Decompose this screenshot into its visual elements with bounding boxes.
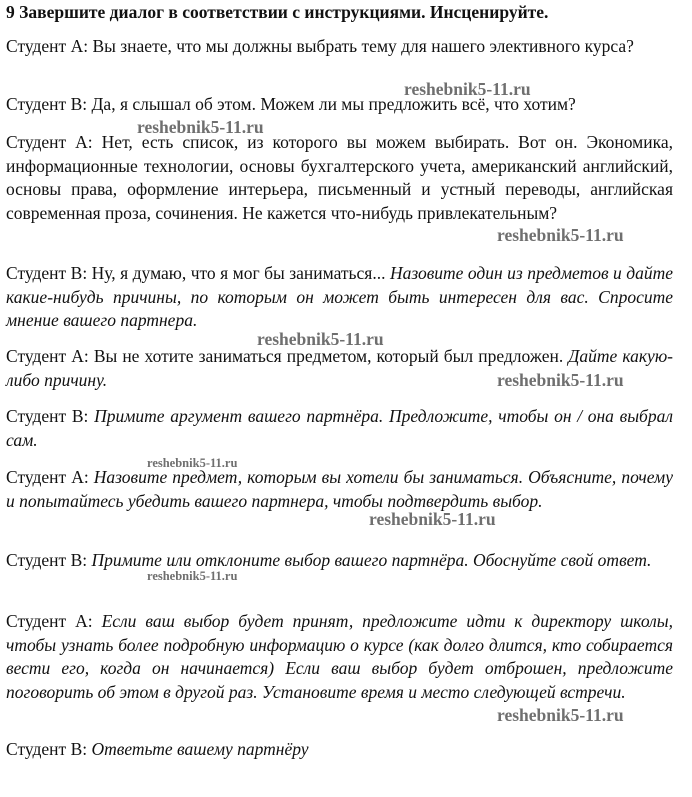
watermark: reshebnik5-11.ru <box>147 456 238 470</box>
watermark: reshebnik5-11.ru <box>404 79 531 99</box>
dialogue-line-9 <box>6 610 673 704</box>
speaker-label: Студент B: <box>6 550 88 570</box>
watermark: reshebnik5-11.ru <box>257 329 384 349</box>
speaker-label: Студент B: <box>6 94 88 114</box>
watermark: reshebnik5-11.ru <box>497 370 624 390</box>
dialogue-line-4 <box>6 262 673 333</box>
dialogue-line-10 <box>6 738 673 762</box>
instruction-text: Дайте какую-либо причину. <box>6 346 673 390</box>
instruction-text: Если ваш выбор будет принят, предложите идти к директору школы, чтобы узнать более подробную информацию о курсе (как долго длится, кто собирается вести его, когда он начинается) Если ваш выбор будет отброшен, предложите поговорить об этом в другой раз. Установите время и место следующей встречи. <box>6 611 673 702</box>
dialogue-line-7 <box>6 466 673 513</box>
line-text: Вы не хотите заниматься предметом, который был предложен. <box>93 346 564 366</box>
speaker-label: Студент A: <box>6 611 93 631</box>
speaker-label: Студент A: <box>6 346 89 366</box>
dialogue-line-6 <box>6 405 673 452</box>
line-text: Да, я слышал об этом. Можем ли мы предложить всё, что хотим? <box>91 94 576 114</box>
dialogue-line-1 <box>6 35 673 59</box>
speaker-label: Студент B: <box>6 263 88 283</box>
watermark: reshebnik5-11.ru <box>497 705 624 725</box>
line-text: Ну, я думаю, что я мог бы заниматься... <box>91 263 386 283</box>
watermark: reshebnik5-11.ru <box>369 509 496 529</box>
instruction-text: Назовите один из предметов и дайте какие-нибудь причины, по которым он может быть интересен для вас. Спросите мнение вашего партнера. <box>6 263 674 330</box>
line-text: Нет, есть список, из которого вы можем выбирать. Вот он. Экономика, информационные технологии, основы бухгалтерского учета, американский английский, основы права, оформление интерьера, письменный и устный переводы, английская современная проза, сочинения. Не кажется что-нибудь привлекательным? <box>6 132 673 223</box>
speaker-label: Студент A: <box>6 36 89 56</box>
instruction-text: Примите или отклоните выбор вашего партнёра. Обоснуйте свой ответ. <box>91 550 652 570</box>
speaker-label: Студент B: <box>6 739 88 759</box>
watermark: reshebnik5-11.ru <box>147 569 238 583</box>
dialogue-line-8 <box>6 549 673 573</box>
speaker-label: Студент A: <box>6 467 89 487</box>
exercise-heading: 9 Завершите диалог в соответствии с инструкциями. Инсценируйте. <box>6 2 549 22</box>
dialogue-line-3 <box>6 131 673 225</box>
line-text: Вы знаете, что мы должны выбрать тему для нашего элективного курса? <box>92 36 634 56</box>
watermark: reshebnik5-11.ru <box>137 117 264 137</box>
watermark: reshebnik5-11.ru <box>497 225 624 245</box>
instruction-text: Примите аргумент вашего партнёра. Предложите, чтобы он / она выбрал сам. <box>6 406 673 450</box>
dialogue-line-2 <box>6 93 673 117</box>
speaker-label: Студент A: <box>6 132 93 152</box>
instruction-text: Ответьте вашему партнёру <box>91 739 309 759</box>
speaker-label: Студент B: <box>6 406 89 426</box>
instruction-text: Назовите предмет, которым вы хотели бы заниматься. Объясните, почему и попытайтесь убедить вашего партнера, чтобы подтвердить выбор. <box>6 467 673 511</box>
